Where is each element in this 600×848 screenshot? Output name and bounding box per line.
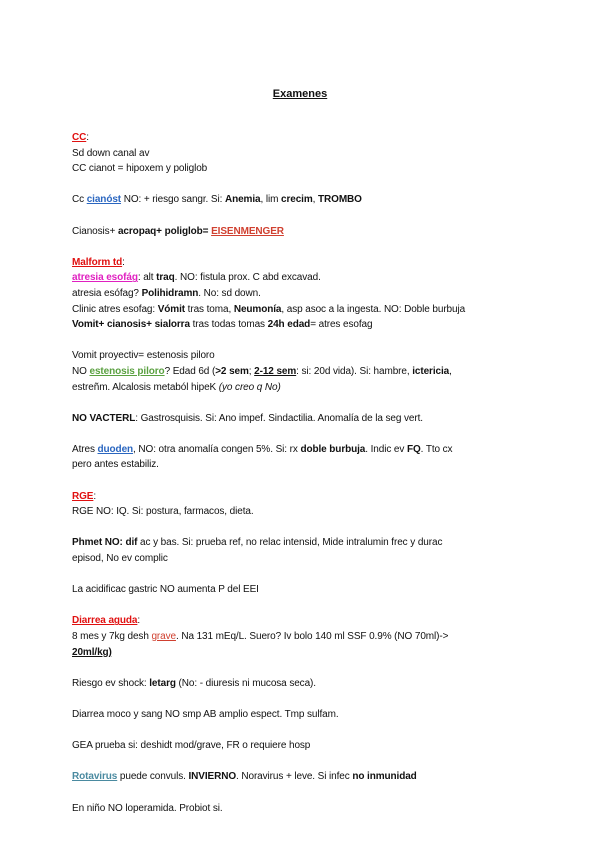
- diarrea-header-line: [72, 613, 542, 629]
- cc-header-line: [72, 130, 542, 146]
- italic-note: (yo creo q No): [218, 381, 281, 393]
- document-title: Examenes: [272, 88, 328, 100]
- text-run: tras todas tomas: [189, 319, 268, 331]
- bold-term: acropaq+ poliglob=: [117, 225, 212, 237]
- text-line: [72, 535, 542, 551]
- text-line: Sd down canal av: [72, 147, 150, 159]
- text-line: Diarrea moco y sang NO smp AB amplio espect. Tmp sulfam.: [72, 708, 339, 720]
- bold-term: doble burbuja: [300, 443, 366, 455]
- text-line: Vomit proyectiv= estenosis piloro: [72, 350, 215, 362]
- text-run: Cc: [72, 194, 87, 206]
- section-header-rge: RGE: [72, 490, 94, 502]
- text-run: , lim: [260, 194, 281, 206]
- text-run: : alt: [137, 272, 157, 284]
- header-colon: :: [122, 256, 125, 268]
- bold-term: Anemia: [224, 194, 261, 206]
- text-line: GEA prueba si: deshidt mod/grave, FR o requiere hosp: [72, 740, 311, 752]
- text-line: En niño NO loperamida. Probiot si.: [72, 802, 223, 814]
- text-line: [72, 676, 542, 692]
- text-run: atresia esófag?: [72, 287, 142, 299]
- section-header-diarrea: Diarrea aguda: [72, 615, 138, 627]
- highlight-term: duoden: [97, 443, 134, 455]
- text-run: : si: 20d vida). Si: hambre,: [296, 365, 413, 377]
- text-line: [72, 270, 542, 286]
- bold-term: Neumonía: [233, 303, 282, 315]
- text-run: . Na 131 mEq/L. Suero? Iv bolo 140 ml SSF 0.9% (NO 70ml)->: [175, 631, 449, 642]
- highlight-term: estenosis piloro: [89, 365, 165, 377]
- bold-term: Vómit: [157, 303, 185, 315]
- text-run: NO: + riesgo sangr. Si:: [121, 194, 225, 206]
- text-run: 8 mes y 7kg desh: [72, 631, 152, 642]
- header-colon: :: [93, 490, 97, 502]
- bold-underline-term: 20ml/kg): [72, 646, 112, 658]
- bold-term: Vomit+ cianosis+ sialorra: [72, 319, 190, 331]
- document-body: [72, 130, 542, 816]
- malform-header-line: [72, 255, 542, 271]
- text-run: Clinic atres esofag:: [72, 303, 158, 315]
- bold-term: INVIERNO: [188, 771, 237, 783]
- text-run: NO: [72, 365, 90, 377]
- bold-term: no inmunidad: [352, 771, 417, 783]
- text-run: ,: [312, 194, 319, 206]
- text-run: ? Edad 6d (: [164, 365, 216, 377]
- text-run: puede convuls.: [117, 771, 189, 783]
- text-line: [72, 302, 542, 318]
- text-line: [72, 645, 542, 661]
- highlight-term: Rotavirus: [72, 771, 118, 783]
- text-run: ,: [449, 365, 452, 377]
- text-run: : Gastrosquisis. Si: Ano impef. Sindactilia. Anomalía de la seg vert.: [135, 412, 423, 424]
- text-line: [72, 380, 542, 396]
- text-run: ;: [248, 365, 255, 377]
- text-line: [72, 192, 542, 208]
- text-run: Riesgo ev shock:: [72, 677, 150, 689]
- rge-header-line: [72, 489, 542, 505]
- text-line: pero antes estabiliz.: [72, 459, 159, 471]
- bold-term: Phmet NO: dif: [72, 537, 138, 549]
- text-run: ac y bas. Si: prueba ref, no relac intensid, Mide intralumin frec y durac: [137, 537, 443, 549]
- section-header-malform: Malform td: [72, 256, 123, 268]
- text-line: [72, 224, 542, 240]
- text-line: [72, 364, 542, 380]
- highlight-term: grave: [151, 631, 176, 642]
- text-run: . No: sd down.: [198, 287, 261, 299]
- text-line: La acidificac gastric NO aumenta P del EEI: [72, 584, 259, 596]
- highlight-term: atresia esofág: [72, 272, 138, 284]
- text-run: Cianosis+: [72, 225, 118, 237]
- text-run: estreñm. Alcalosis metaból hipeK: [72, 381, 219, 393]
- text-run: , asp asoc a la ingesta. NO: Doble burbuja: [281, 303, 466, 315]
- text-line: [72, 769, 542, 785]
- text-run: (No: - diuresis ni mucosa seca).: [175, 677, 316, 689]
- text-line: [72, 286, 542, 302]
- highlight-term: EISENMENGER: [211, 225, 284, 237]
- text-line: [72, 629, 542, 645]
- bold-term: TROMBO: [318, 194, 362, 206]
- text-run: . Noravirus + leve. Si infec: [236, 771, 353, 783]
- section-header-cc: CC: [72, 132, 87, 143]
- text-run: . Indic ev: [365, 443, 407, 455]
- bold-term: NO VACTERL: [72, 412, 136, 424]
- text-line: RGE NO: IQ. Si: postura, farmacos, dieta.: [72, 506, 254, 518]
- bold-term: crecim: [281, 194, 313, 206]
- text-line: [72, 442, 542, 458]
- bold-term: traq: [156, 272, 175, 284]
- text-line: [72, 411, 542, 427]
- bold-underline-term: 2-12 sem: [254, 365, 297, 377]
- text-line: episod, No ev complic: [72, 553, 168, 565]
- bold-term: 24h edad: [267, 319, 311, 331]
- text-line: [72, 317, 542, 333]
- text-run: . Tto cx: [420, 443, 453, 455]
- highlight-term: cianóst: [86, 194, 122, 206]
- bold-term: FQ: [406, 443, 421, 455]
- text-line: CC cianot = hipoxem y poliglob: [72, 163, 208, 175]
- text-run: = atres esofag: [310, 319, 373, 331]
- header-colon: :: [137, 615, 141, 627]
- bold-term: Polihidramn: [141, 287, 199, 299]
- bold-term: letarg: [149, 677, 176, 689]
- bold-term: ictericia: [412, 365, 450, 377]
- header-colon: :: [86, 132, 89, 143]
- text-run: Atres: [72, 443, 98, 455]
- text-run: , NO: otra anomalía congen 5%. Si: rx: [133, 443, 301, 455]
- text-run: . NO: fistula prox. C abd excavad.: [174, 272, 321, 284]
- bold-term: >2 sem: [215, 365, 249, 377]
- text-run: tras toma,: [185, 303, 234, 315]
